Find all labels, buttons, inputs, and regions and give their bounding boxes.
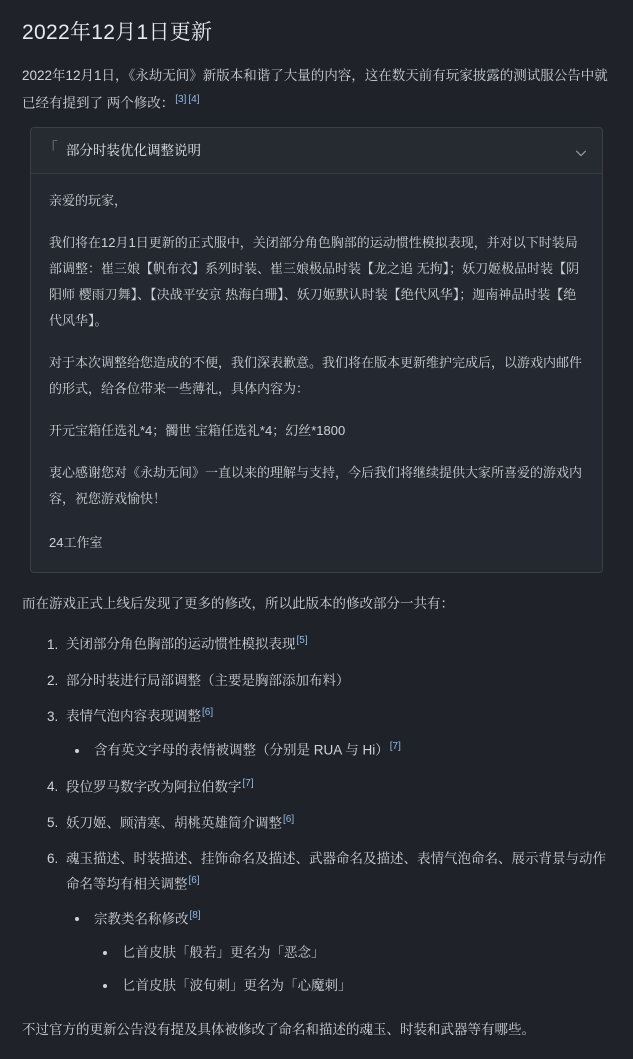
notice-card-header[interactable]	[31, 128, 602, 175]
list-item-text: 关闭部分角色胸部的运动惯性模拟表现	[66, 636, 296, 652]
citation-ref[interactable]: [7]	[242, 777, 254, 789]
notice-card-title: 部分时装优化调整说明	[66, 142, 202, 158]
list-item-text: 宗教类名称修改	[94, 911, 189, 927]
list-item	[62, 774, 611, 800]
intro-text: 2022年12月1日，《永劫无间》新版本和谐了大量的内容，这在数天前有玩家披露的测试服公告中就已经有提到了 两个修改：	[22, 68, 608, 111]
changes-list	[22, 631, 611, 999]
notice-paragraph-1: 亲爱的玩家，	[49, 193, 128, 209]
changes-sublist	[66, 737, 611, 763]
corner-quote-icon: 「	[43, 139, 59, 157]
list-item-text: 段位罗马数字改为阿拉伯数字	[66, 779, 242, 795]
notice-signature: 24工作室	[49, 535, 103, 551]
list-item	[62, 631, 611, 657]
changes-sublist-nested	[94, 940, 611, 999]
list-item-text: 表情气泡内容表现调整	[66, 708, 201, 724]
list-item-text: 匕首皮肤「波旬刺」更名为「心魔刺」	[122, 978, 352, 994]
list-item	[90, 737, 611, 763]
citation-ref[interactable]: [6]	[188, 875, 200, 887]
citation-ref[interactable]: [6]	[202, 707, 214, 719]
notice-paragraph-5: 衷心感谢您对《永劫无间》一直以来的理解与支持，今后我们将继续提供大家所喜爱的游戏内容，祝您游戏愉快！	[49, 465, 583, 507]
page-title: 2022年12月1日更新	[22, 21, 213, 44]
citation-ref[interactable]: [6]	[283, 813, 295, 825]
list-item-text: 魂玉描述、时装描述、挂饰命名及描述、武器命名及描述、表情气泡命名、展示背景与动作命名等均有相关调整	[66, 850, 606, 892]
intro-paragraph	[22, 63, 611, 116]
list-item	[62, 810, 611, 836]
chevron-down-icon[interactable]	[574, 143, 588, 157]
list-item	[62, 668, 611, 694]
list-item-text: 含有英文字母的表情被调整（分别是 RUA 与 Hi）	[94, 742, 389, 758]
list-item	[62, 846, 611, 999]
closing-paragraph: 不过官方的更新公告没有提及具体被修改了命名和描述的魂玉、时装和武器等有哪些。	[22, 1022, 535, 1038]
list-item	[118, 973, 611, 999]
list-item-text: 匕首皮肤「般若」更名为「恶念」	[122, 944, 325, 960]
lead-in-paragraph: 而在游戏正式上线后发现了更多的修改，所以此版本的修改部分一共有：	[22, 596, 454, 612]
list-item-text: 妖刀姬、顾清寒、胡桃英雄简介调整	[66, 815, 282, 831]
notice-paragraph-4: 开元宝箱任选礼*4；髑世 宝箱任选礼*4；幻丝*1800	[49, 423, 346, 439]
list-item	[118, 940, 611, 966]
notice-paragraph-3: 对于本次调整给您造成的不便，我们深表歉意。我们将在版本更新维护完成后，以游戏内邮件的形式，给各位带来一些薄礼，具体内容为：	[49, 355, 583, 397]
citation-ref[interactable]: [8]	[189, 909, 201, 921]
citation-ref[interactable]: [5]	[296, 635, 308, 647]
list-item	[90, 906, 611, 999]
notice-card-body	[31, 174, 602, 572]
citation-ref-4[interactable]: [4]	[188, 93, 200, 105]
citation-ref[interactable]: [7]	[389, 741, 401, 753]
changes-sublist	[66, 906, 611, 999]
notice-paragraph-2: 我们将在12月1日更新的正式服中，关闭部分角色胸部的运动惯性模拟表现，并对以下时装局部调整：崔三娘【帆布衣】系列时装、崔三娘极品时装【龙之追 无拘】；妖刀姬极品时装【阴阳师 樱雨刀舞】、【决战平安京 热海白珊】、妖刀姬默认时装【绝代风华】；迦南神品时装【绝代风华】。	[49, 235, 580, 329]
list-item	[62, 703, 611, 763]
notice-card	[30, 127, 603, 574]
citation-ref-3[interactable]: [3]	[175, 93, 187, 105]
list-item-text: 部分时装进行局部调整（主要是胸部添加布料）	[66, 672, 350, 688]
